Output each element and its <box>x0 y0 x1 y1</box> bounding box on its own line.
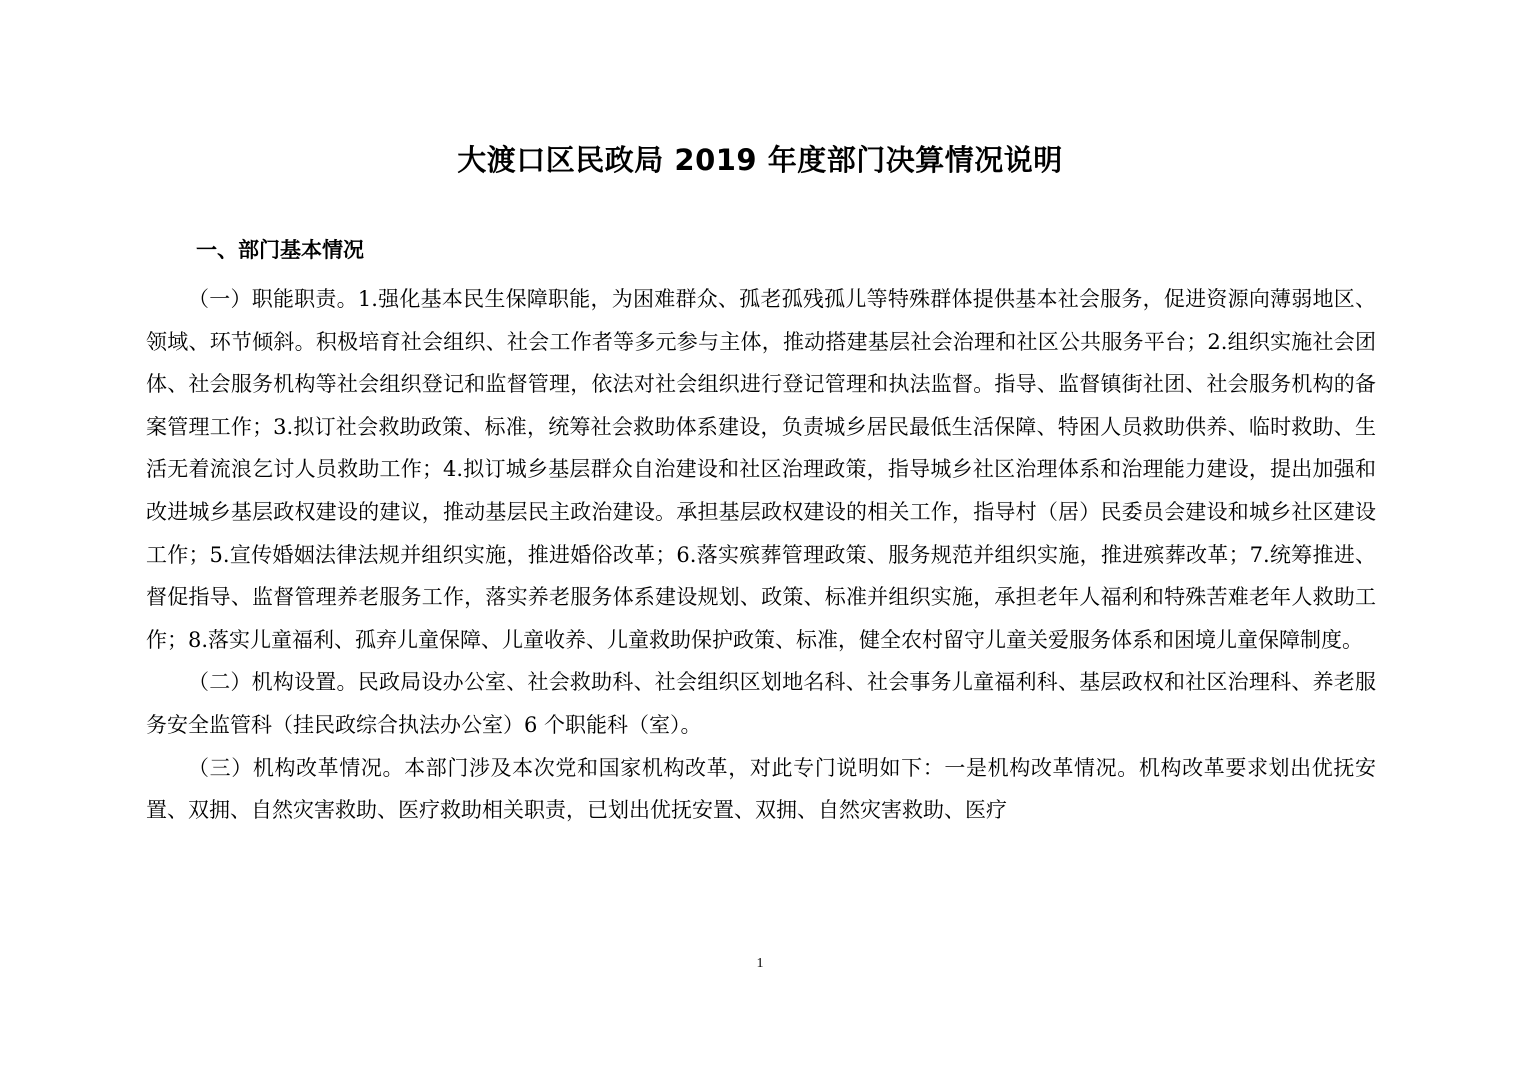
paragraph-functions: （一）职能职责。1.强化基本民生保障职能，为困难群众、孤老孤残孤儿等特殊群体提供基本社会服务，促进资源向薄弱地区、领域、环节倾斜。积极培育社会组织、社会工作者等多元参与主体，推动搭建基层社会治理和社区公共服务平台；2.组织实施社会团体、社会服务机构等社会组织登记和监督管理，依法对社会组织进行登记管理和执法监督。指导、监督镇街社团、社会服务机构的备案管理工作；3.拟订社会救助政策、标准，统筹社会救助体系建设，负责城乡居民最低生活保障、特困人员救助供养、临时救助、生活无着流浪乞讨人员救助工作；4.拟订城乡基层群众自治建设和社区治理政策，指导城乡社区治理体系和治理能力建设，提出加强和改进城乡基层政权建设的建议，推动基层民主政治建设。承担基层政权建设的相关工作，指导村（居）民委员会建设和城乡社区建设工作；5.宣传婚姻法律法规并组织实施，推进婚俗改革；6.落实殡葬管理政策、服务规范并组织实施，推进殡葬改革；7.统筹推进、督促指导、监督管理养老服务工作，落实养老服务体系建设规划、政策、标准并组织实施，承担老年人福利和特殊苦难老年人救助工作；8.落实儿童福利、孤弃儿童保障、儿童收养、儿童救助保护政策、标准，健全农村留守儿童关爱服务体系和困境儿童保障制度。 <box>146 287 1376 652</box>
section-heading: 一、部门基本情况 <box>196 238 364 262</box>
page-number: 1 <box>756 956 764 971</box>
body-text <box>146 278 1376 832</box>
paragraph-reform: （三）机构改革情况。本部门涉及本次党和国家机构改革，对此专门说明如下：一是机构改革情况。机构改革要求划出优抚安置、双拥、自然灾害救助、医疗救助相关职责，已划出优抚安置、双拥、自然灾害救助、医疗 <box>146 755 1376 823</box>
paragraph-organization: （二）机构设置。民政局设办公室、社会救助科、社会组织区划地名科、社会事务儿童福利科、基层政权和社区治理科、养老服务安全监管科（挂民政综合执法办公室）6 个职能科（室）。 <box>146 670 1376 737</box>
document-title: 大渡口区民政局 2019 年度部门决算情况说明 <box>457 143 1063 177</box>
